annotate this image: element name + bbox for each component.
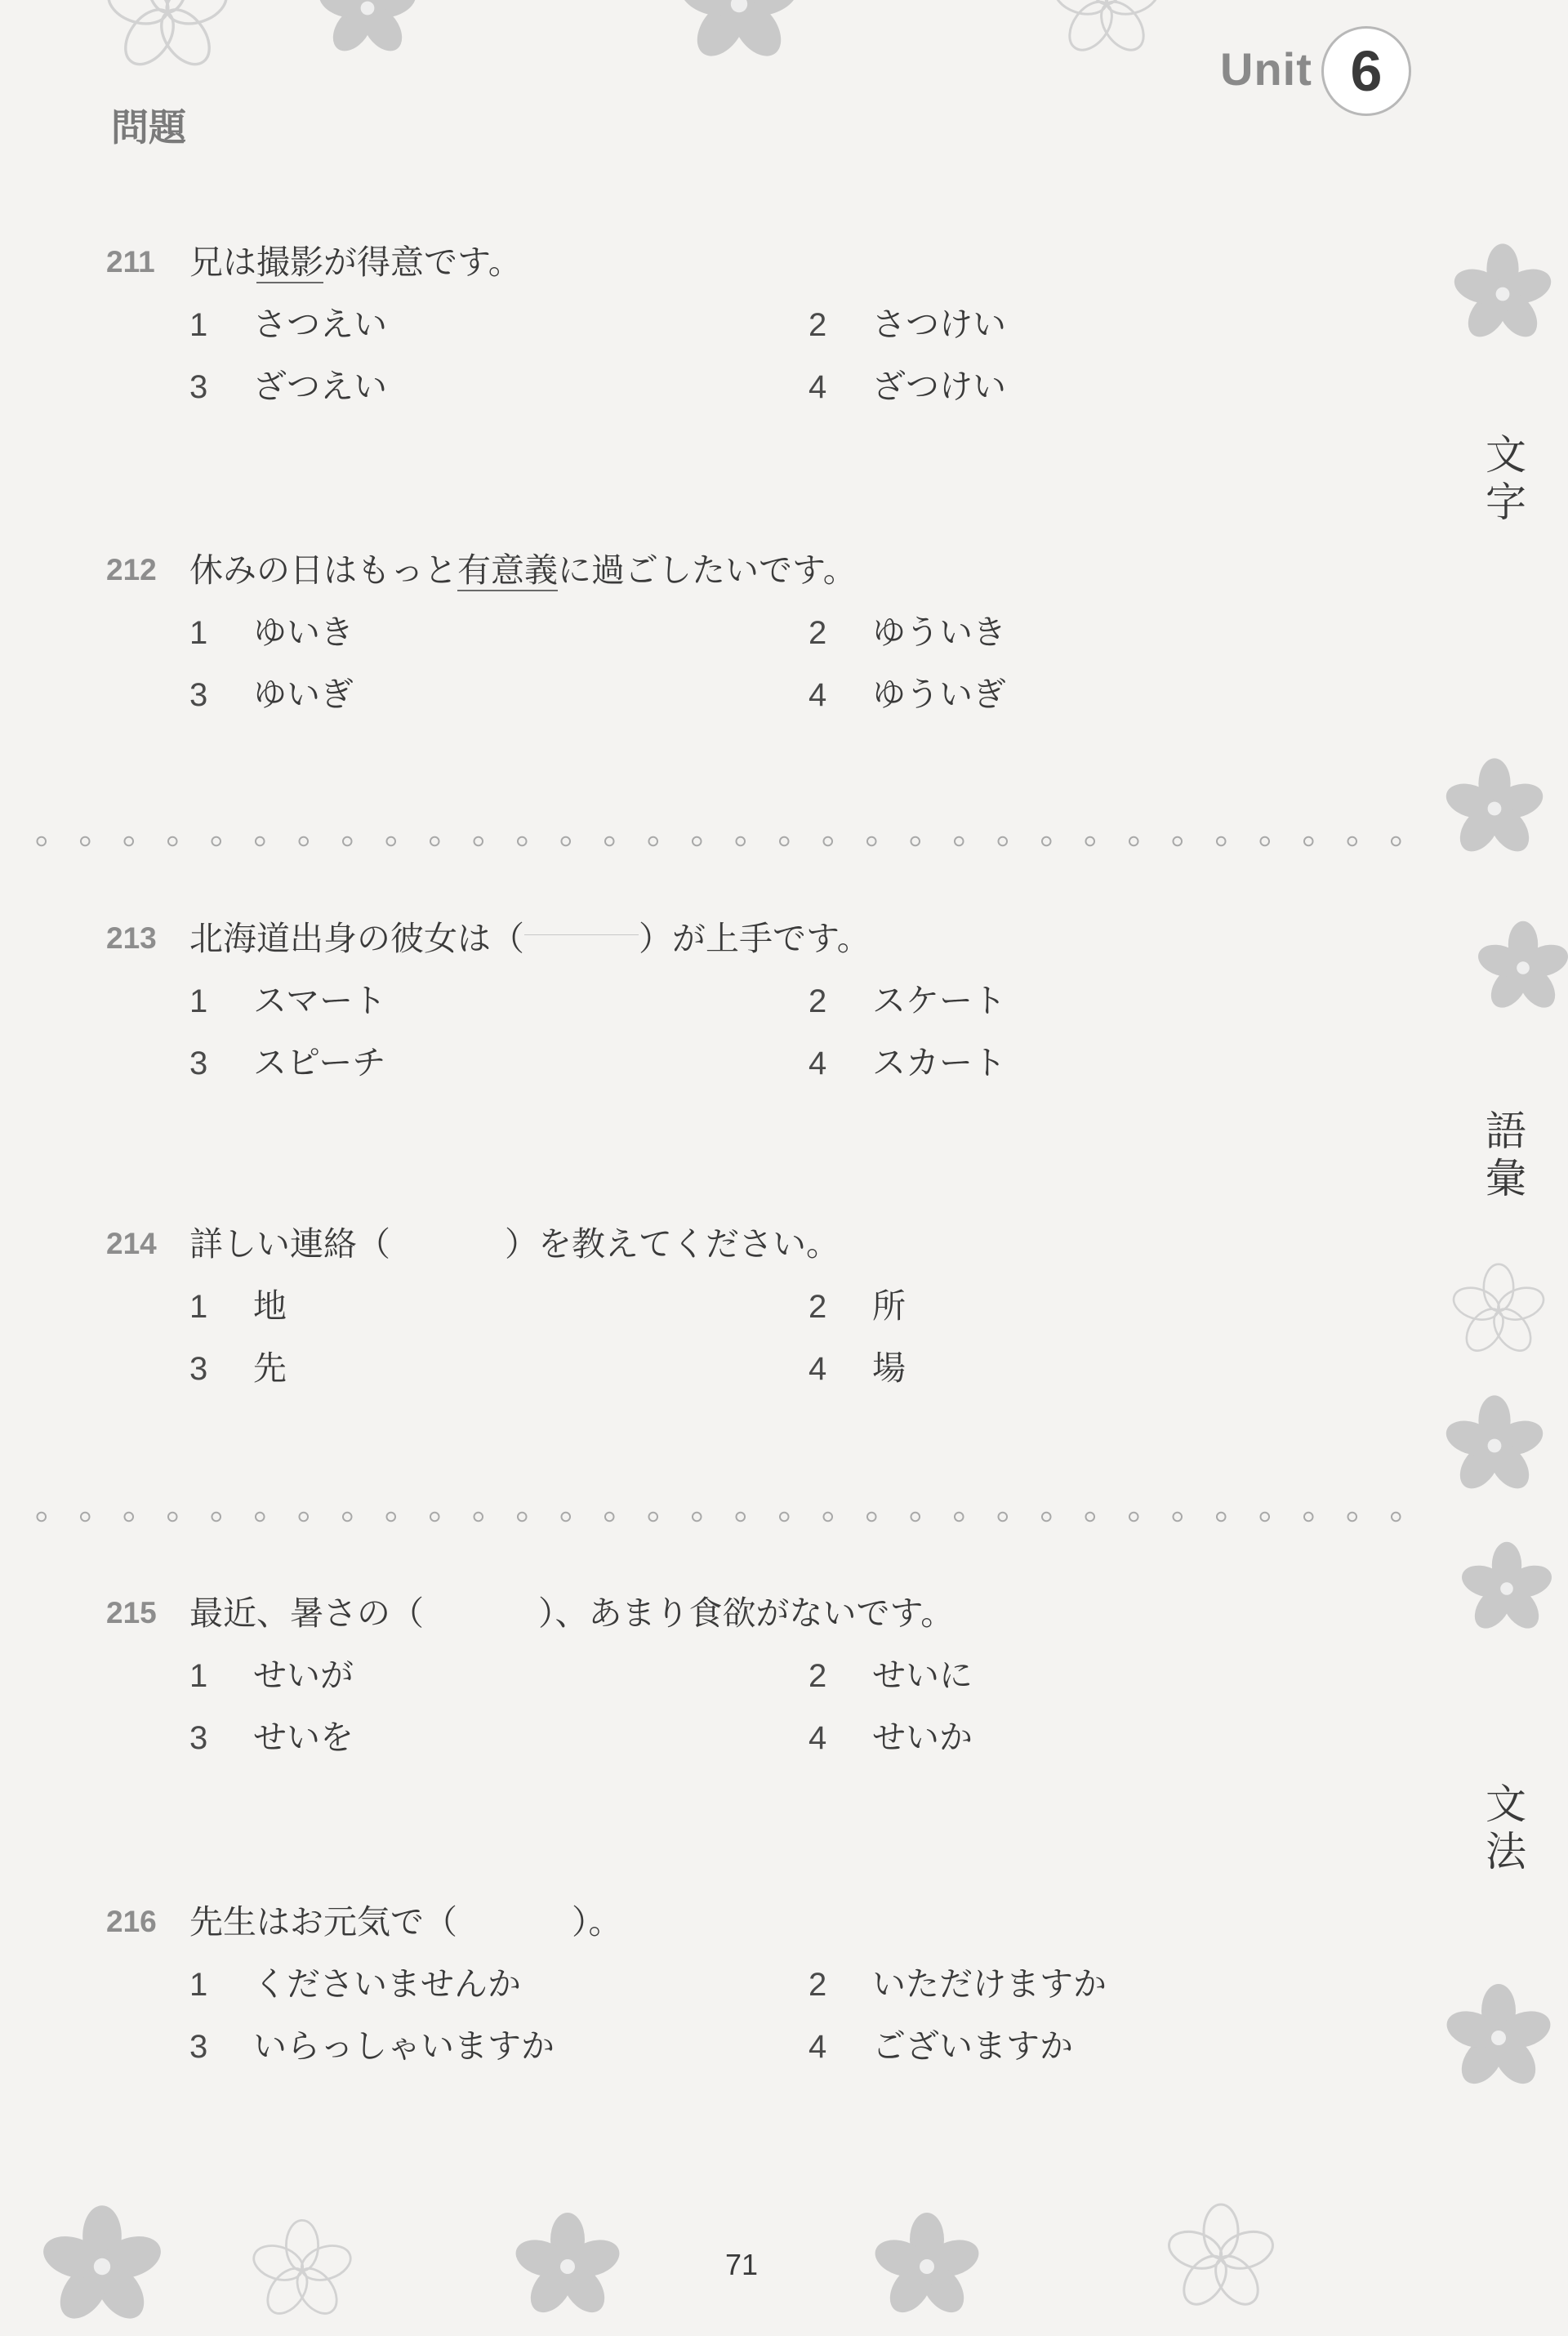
side-tab-moji[interactable]: 文字 <box>1486 431 1526 526</box>
question-215 <box>0 1593 1437 1756</box>
answer-option[interactable]: 1 地 <box>189 1286 287 1326</box>
answer-option[interactable]: 3 ゆいぎ <box>189 675 354 714</box>
flower-decoration-top <box>670 0 808 74</box>
answer-option[interactable]: 2 スケート <box>808 981 1006 1020</box>
question-stem: 最近、暑さの（ ）、あまり食欲がないです。 <box>189 1594 955 1633</box>
flower-decoration-top <box>310 0 425 65</box>
flower-decoration-side <box>1446 237 1560 351</box>
question-212 <box>0 550 1437 713</box>
flower-decoration-top <box>98 0 237 82</box>
answer-option[interactable]: 2 所 <box>808 1286 906 1326</box>
flower-decoration-side <box>1437 751 1552 866</box>
section-title: 問題 <box>111 105 186 149</box>
flower-decoration-side <box>1446 1258 1552 1364</box>
answer-option[interactable]: 1 ゆいき <box>189 613 354 652</box>
flower-decoration-bottom <box>33 2197 172 2336</box>
question-stem: 先生はお元気で（ ）。 <box>189 1902 622 1941</box>
answer-option[interactable]: 4 せいか <box>808 1718 973 1757</box>
answer-option[interactable]: 1 さつえい <box>189 305 387 344</box>
dotted-divider <box>20 1509 1432 1524</box>
unit-label: Unit <box>1220 43 1312 95</box>
question-stem: 北海道出身の彼女は（ ）が上手です。 <box>189 919 871 958</box>
question-stem: 休みの日はもっと有意義に過ごしたいです。 <box>189 551 857 590</box>
question-214 <box>0 1224 1437 1387</box>
question-number: 214 <box>106 1227 157 1260</box>
answer-option[interactable]: 1 スマート <box>189 981 387 1020</box>
question-number: 215 <box>106 1596 157 1629</box>
answer-option[interactable]: 3 スピーチ <box>189 1043 386 1082</box>
underlined-word: 撮影 <box>256 243 323 282</box>
answer-option[interactable]: 1 せいが <box>189 1656 354 1695</box>
answer-option[interactable]: 4 ございますか <box>808 2026 1073 2066</box>
side-tab-goi[interactable]: 語彙 <box>1486 1108 1526 1202</box>
answer-option[interactable]: 4 スカート <box>808 1043 1006 1082</box>
answer-option[interactable]: 3 先 <box>189 1349 287 1388</box>
answer-option[interactable]: 3 せいを <box>189 1718 354 1757</box>
question-213 <box>0 918 1437 1081</box>
answer-option[interactable]: 4 ざつけい <box>808 367 1006 406</box>
question-number: 212 <box>106 553 157 586</box>
page-number: 71 <box>725 2248 759 2281</box>
unit-number-badge: 6 <box>1321 26 1411 116</box>
question-number: 213 <box>106 921 157 955</box>
answer-option[interactable]: 4 ゆういぎ <box>808 675 1006 714</box>
question-stem: 詳しい連絡（ ）を教えてください。 <box>189 1224 840 1264</box>
answer-option[interactable]: 2 さつけい <box>808 305 1006 344</box>
flower-decoration-side <box>1437 1977 1560 2099</box>
answer-option[interactable]: 3 いらっしゃいますか <box>189 2026 555 2066</box>
underlined-word: 有意義 <box>457 551 558 590</box>
answer-option[interactable]: 1 くださいませんか <box>189 1964 521 2004</box>
question-216 <box>0 1901 1437 2065</box>
flower-decoration-bottom <box>1160 2197 1282 2320</box>
answer-option[interactable]: 2 ゆういき <box>808 613 1006 652</box>
flower-decoration-top <box>1045 0 1168 65</box>
flower-decoration-side <box>1437 1389 1552 1503</box>
flower-decoration-bottom <box>866 2205 988 2328</box>
answer-option[interactable]: 4 場 <box>808 1349 906 1388</box>
answer-option[interactable]: 2 せいに <box>808 1656 973 1695</box>
dotted-divider <box>20 834 1432 849</box>
answer-option[interactable]: 2 いただけますか <box>808 1964 1107 2004</box>
side-tab-bunpou[interactable]: 文法 <box>1486 1781 1526 1875</box>
answer-blank <box>524 934 639 935</box>
answer-option[interactable]: 3 ざつえい <box>189 367 387 406</box>
question-number: 211 <box>106 245 155 279</box>
question-stem: 兄は撮影が得意です。 <box>189 243 522 282</box>
flower-decoration-bottom <box>245 2213 359 2328</box>
flower-decoration-bottom <box>506 2205 629 2328</box>
flower-decoration-side <box>1454 1536 1560 1642</box>
flower-decoration-side <box>1470 915 1568 1021</box>
question-number: 216 <box>106 1905 157 1938</box>
question-211 <box>0 242 1437 405</box>
